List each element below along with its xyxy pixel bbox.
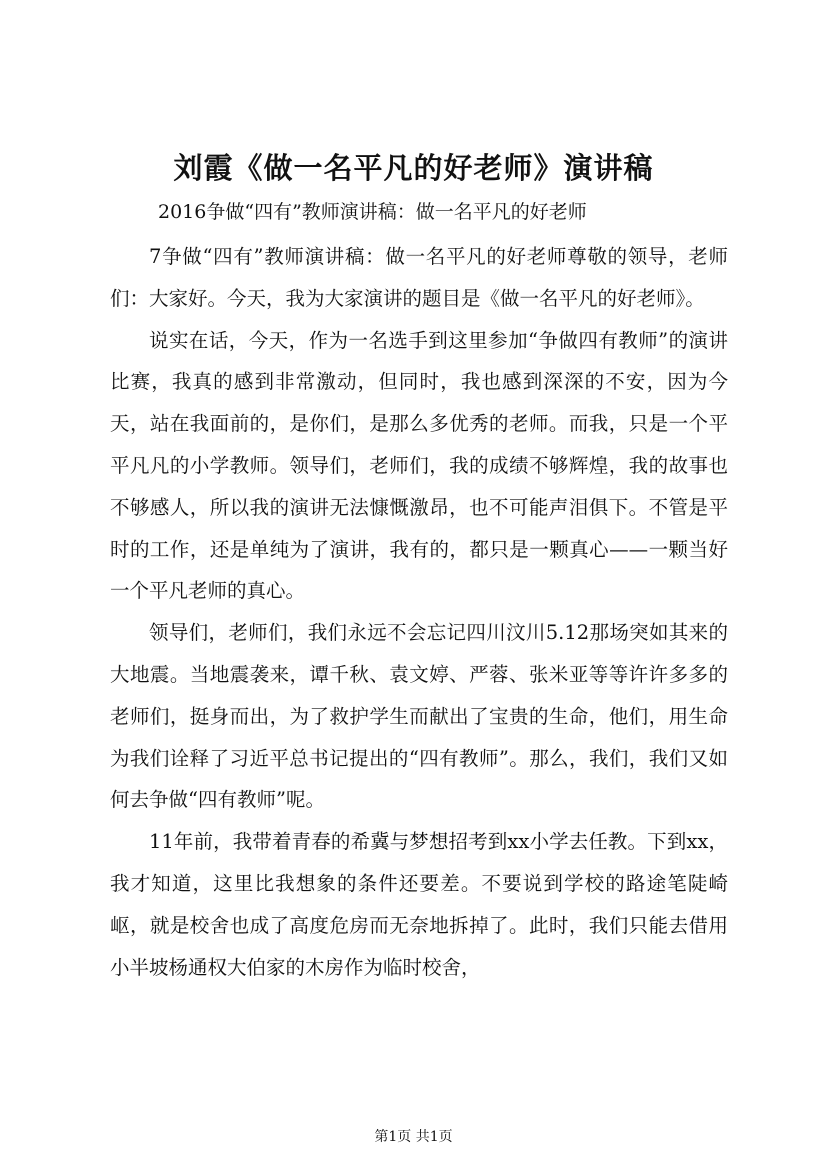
paragraph-1: 7争做“四有”教师演讲稿：做一名平凡的好老师尊敬的领导，老师们：大家好。今天，我为大家演讲的题目是《做一名平凡的好老师》。 (110, 245, 728, 310)
paragraph-2: 说实在话，今天，作为一名选手到这里参加“争做四有教师”的演讲比赛，我真的感到非常激动，但同时，我也感到深深的不安，因为今天，站在我面前的，是你们，是那么多优秀的老师。而我，只是一个平平凡凡的小学教师。领导们，老师们，我的成绩不够辉煌，我的故事也不够感人，所以我的演讲无法慷慨激昂，也不可能声泪俱下。不管是平时的工作，还是单纯为了演讲，我有的，都只是一颗真心——一颗当好一个平凡老师的真心。 (110, 328, 728, 603)
page-footer: 第1页 共1页 (374, 1129, 453, 1145)
paragraph-3: 领导们，老师们，我们永远不会忘记四川汶川5.12那场突如其来的大地震。当地震袭来，谭千秋、袁文婷、严蓉、张米亚等等许许多多的老师们，挺身而出，为了救护学生而献出了宝贵的生命，他们，用生命为我们诠释了习近平总书记提出的“四有教师”。那么，我们，我们又如何去争做“四有教师”呢。 (110, 621, 728, 812)
paragraph-4: 11年前，我带着青春的希冀与梦想招考到xx小学去任教。下到xx，我才知道，这里比我想象的条件还要差。不要说到学校的路途笔陡崎岖，就是校舍也成了高度危房而无奈地拆掉了。此时，我们只能去借用小半坡杨通权大伯家的木房作为临时校舍， (110, 830, 728, 979)
document-body (110, 236, 728, 988)
document-subtitle: 2016争做“四有”教师演讲稿：做一名平凡的好老师 (158, 201, 587, 223)
document-title: 刘霞《做一名平凡的好老师》演讲稿 (173, 151, 654, 185)
